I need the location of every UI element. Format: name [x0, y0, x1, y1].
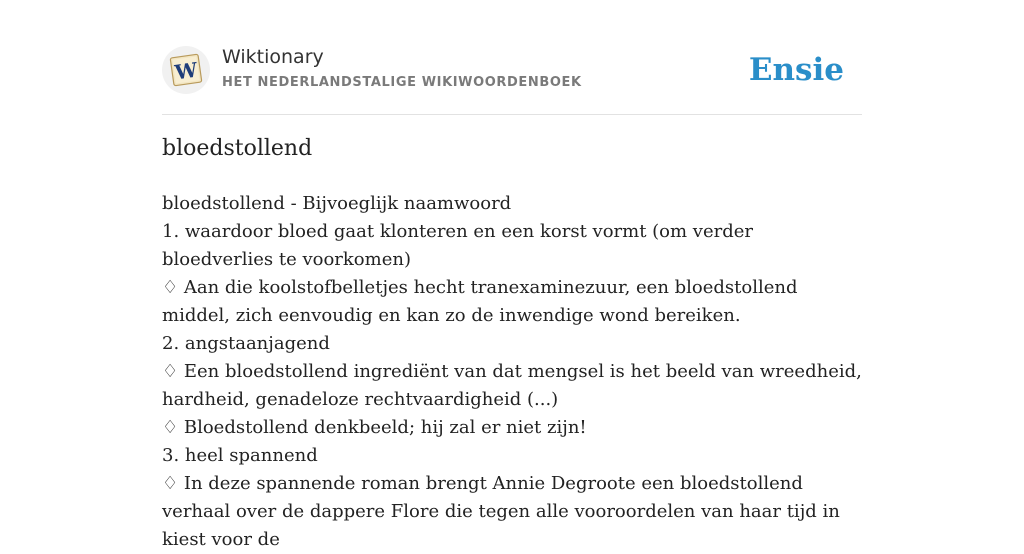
example-3: ♢ Bloedstollend denkbeeld; hij zal er niet zijn! — [162, 417, 587, 438]
definition-body — [162, 190, 862, 554]
site-tagline: HET NEDERLANDSTALIGE WIKIWOORDENBOEK — [222, 75, 582, 90]
page-title: bloedstollend — [162, 136, 313, 161]
example-4: ♢ In deze spannende roman brengt Annie Degroote een bloedstollend verhaal over de dappere Flore die tegen alle vooroordelen van haar tijd in kiest voor de — [162, 473, 840, 550]
wiktionary-tile-icon — [162, 46, 210, 94]
example-2: ♢ Een bloedstollend ingrediënt van dat mengsel is het beeld van wreedheid, hardheid, genadeloze rechtvaardigheid (...) — [162, 361, 862, 410]
definition-1: 1. waardoor bloed gaat klonteren en een korst vormt (om verder bloedverlies te voorkomen) — [162, 221, 754, 270]
definition-3: 3. heel spannend — [162, 445, 318, 466]
entry-heading-line: bloedstollend - Bijvoeglijk naamwoord — [162, 193, 512, 214]
logo-letter: W — [173, 57, 199, 85]
wiktionary-logo-icon[interactable] — [162, 46, 210, 94]
example-1: ♢ Aan die koolstofbelletjes hecht tranexaminezuur, een bloedstollend middel, zich eenvoudig en kan zo de inwendige wond bereiken. — [162, 277, 798, 326]
ensie-brand-link[interactable]: Ensie — [748, 52, 844, 88]
definition-2: 2. angstaanjagend — [162, 333, 330, 354]
site-header — [162, 44, 862, 115]
site-name[interactable]: Wiktionary — [222, 46, 324, 68]
